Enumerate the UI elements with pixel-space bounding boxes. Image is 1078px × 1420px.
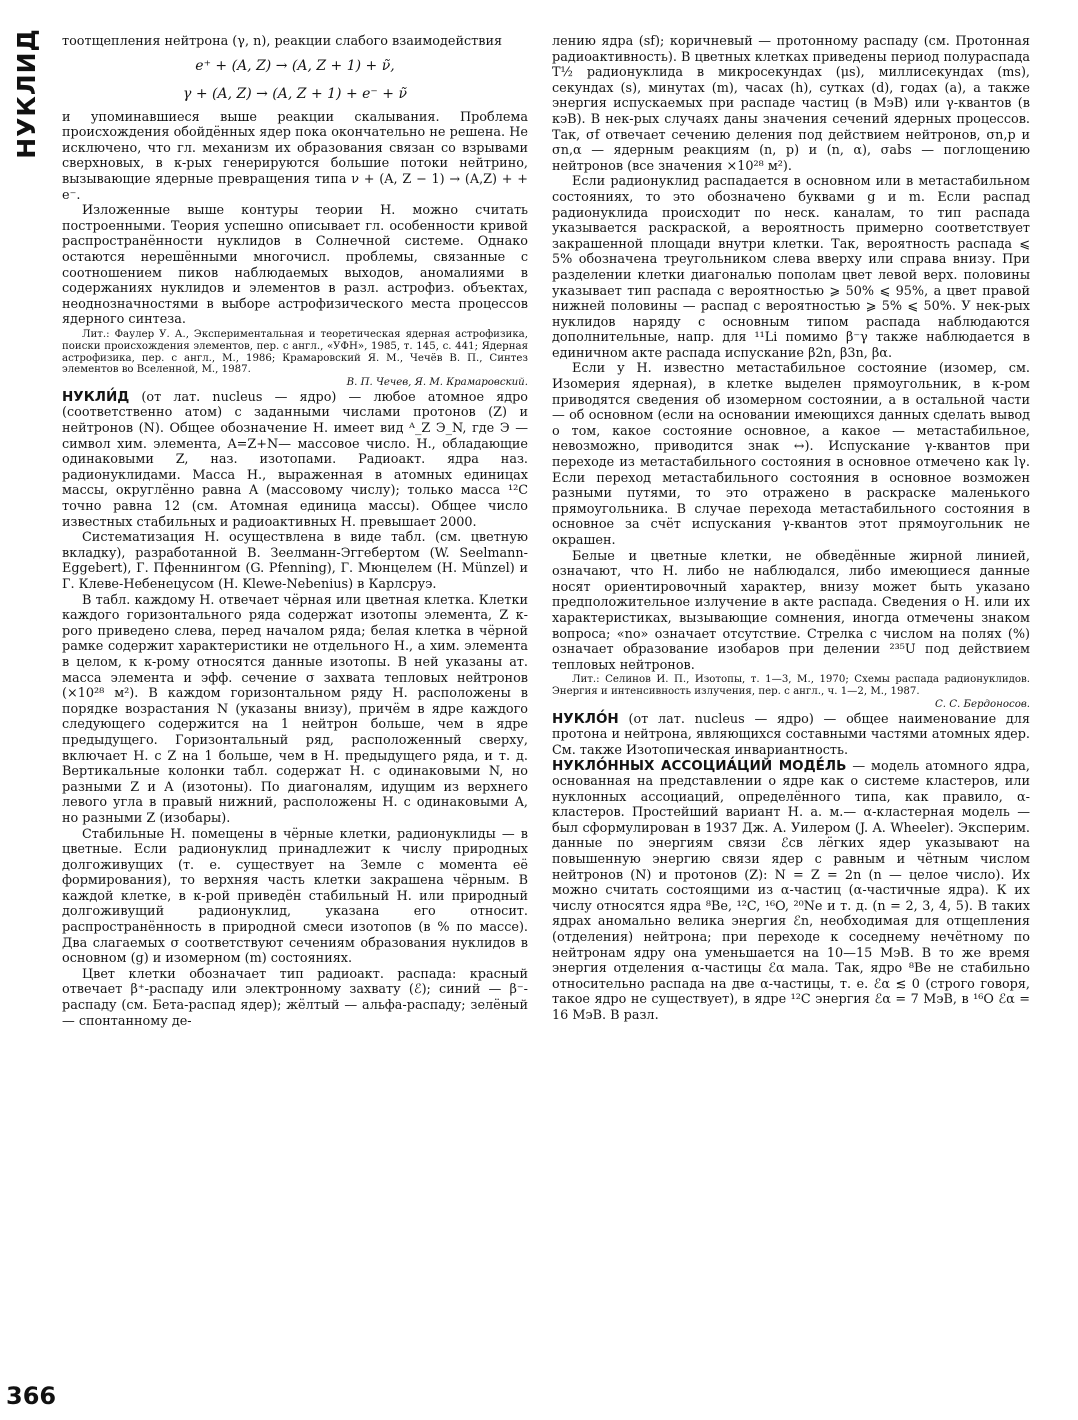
paragraph: тоотщепления нейтрона (γ, n), реакции слабого взаимодействия [62, 34, 503, 49]
entry-nucleon [552, 712, 1030, 759]
page-number: 366 [6, 1382, 57, 1410]
right-column [552, 34, 1030, 1406]
paragraph: лению ядра (sf); коричневый — протонному распаду (см. Протонная радиоактивность). В цветных клетках приведены период полураспада T½ радионуклида в микросекундах (μs), миллисекундах (ms), секундах (s), минутах (m), часах (h), сутках (d), годах (a), а также энергия испускаемых при распаде частиц (в МэВ) или γ-квантов (в кэВ). В нек-рых случаях даны значения сечений ядерных процессов. Так, σf отвечает сечению деления под действием нейтронов, σn,p и σn,α — ядерным реакциям (n, p) и (n, α), σabs — поглощению нейтронов (все значения ×10²⁸ м²). [552, 34, 1030, 174]
paragraph: В табл. каждому Н. отвечает чёрная или цветная клетка. Клетки каждого горизонтального ряда содержат изотопы элемента, Z к-рого приведено слева, перед началом ряда; белая клетка в чёрной рамке содержит характеристики не отдельного Н., а хим. элемента в целом, к к-рому относятся данные изотопы. В ней указаны ат. масса элемента и эфф. сечение σ захвата тепловых нейтронов (×10²⁸ м²). В каждом горизонтальном ряду Н. расположены в порядке возрастания N (указаны внизу), причём в ядре каждого следующего содержится на 1 нейтрон больше, чем в ядре предыдущего. Горизонтальный ряд, расположенный сверху, включает Н. с Z на 1 больше, чем в Н. предыдущего ряда, и т. д. Вертикальные колонки табл. содержат Н. с одинаковыми N, но разными Z и A (изотоны). По диагоналям, идущим из верхнего левого угла в правый нижний, расположены Н. с одинаковыми A, но разными Z (изобары). [62, 592, 528, 826]
paragraph: Белые и цветные клетки, не обведённые жирной линией, означают, что Н. либо не наблюдался, либо имеющиеся данные носят ориентировочный характер, внизу может быть указано предположительное излучение в акте распада. Сведения о Н. или их характеристиках, вызывающие сомнения, иногда отмечены знаком вопроса; «no» означает отсутствие. Стрелка с числом на полях (%) означает образование изобаров при делении ²³⁵U под действием тепловых нейтронов. [552, 548, 1030, 673]
entry-nuclide [62, 390, 528, 530]
entry-heading: НУКЛО́Н [552, 710, 619, 727]
literature-reference: Лит.: Фаулер У. А., Экспериментальная и теоретическая ядерная астрофизика, поиски происхождения элементов, пер. с англ., «УФН», 1985, т. 145, с. 441; Ядерная астрофизика, пер. с англ., М., 1986; Крамаровский Я. М., Чечёв В. П., Синтез элементов во Вселенной, М., 1987. [62, 328, 528, 376]
entry-text: (от лат. nucleus — ядро) — общее наименование для протона и нейтрона, являющихся составными частями атомных ядер. См. также Изотопическая инвариантность. [552, 711, 1030, 758]
paragraph: Если радионуклид распадается в основном или в метастабильном состояниях, то это обозначено буквами g и m. Если распад радионуклида происходит по неск. каналам, то тип распада указывается раскраской, а вероятность примерно соответствует закрашенной площади внутри клетки. Так, вероятность распада ⩽ 5% обозначена треугольником слева вверху или справа внизу. При разделении клетки диагональю пополам цвет левой верх. половины указывает тип распада с вероятностью ⩾ 50% ⩽ 95%, а цвет правой нижней половины — распад с вероятностью ⩾ 5% ⩽ 50%. У нек-рых нуклидов наряду с основным типом распада наблюдаются дополнительные, напр. для ¹¹Li помимо β⁻γ также наблюдается в единичном акте распада испускание β2n, β3n, βα. [552, 174, 1030, 361]
running-header [6, 27, 46, 159]
entry-text: — модель атомного ядра, основанная на представлении о ядре как о системе кластеров, или нуклонных ассоциаций, определённого типа, как правило, α-кластеров. Простейший вариант Н. а. м.— α-кластерная модель — был сформулирован в 1937 Дж. А. Уилером (J. A. Wheeler). Эксперим. данные по энергиям связи ℰсв лёгких ядер указывают на повышенную энергию связи ядер с равным и чётным числом нейтронов (N) и протонов (Z): N = Z = 2n (n — целое число). Их можно считать состоящими из α-частиц (α-частичные ядра). К их числу относятся ядра ⁸Be, ¹²C, ¹⁶O, ²⁰Ne и т. д. (n = 2, 3, 4, 5). В таких ядрах аномально велика энергия ℰn, необходимая для отщепления (отделения) нейтрона; при переходе к соседнему нечётному по нейтронам ядру она уменьшается на 10—15 МэВ. В то же время энергия отделения α-частицы ℰα мала. Так, ядро ⁸Be не стабильно относительно распада на две α-частицы, т. е. ℰα ≲ 0 (строго говоря, такое ядро не существует), в ядре ¹²C энергия ℰα = 7 МэВ, в ¹⁶O ℰα = 16 МэВ. В разл. [552, 758, 1030, 1024]
paragraph: Изложенные выше контуры теории Н. можно считать построенными. Теория успешно описывает гл. особенности кривой распространённости нуклидов в Солнечной системе. Однако остаются нерешёнными многочисл. проблемы, связанные с соотношением пиков наблюдаемых выходов, аномалиями в содержаниях нуклидов и элементов в разл. астрофиз. объектах, неоднозначностями в выборе астрофизического места процессов ядерного синтеза. [62, 203, 528, 328]
paragraph: Стабильные Н. помещены в чёрные клетки, радионуклиды — в цветные. Если радионуклид принадлежит к числу природных долгоживущих (т. е. существует на Земле с момента её формирования), то верхняя часть клетки закрашена чёрным. В каждой клетке, в к-рой приведён стабильный Н. или природный долгоживущий радионуклид, указана его относит. распространённость в природной смеси изотопов (в % по массе). Два слагаемых σ соответствуют сечениям образования нуклидов в основном (g) и изомерном (m) состояниях. [62, 826, 528, 967]
running-header-text: НУКЛИД [11, 27, 41, 159]
author-signature: В. П. Чечев, Я. М. Крамаровский. [346, 377, 528, 389]
paragraph: Цвет клетки обозначает тип радиоакт. распада: красный отвечает β⁺-распаду или электронному захвату (ℰ); синий — β⁻-распаду (см. Бета-распад ядер); жёлтый — альфа-распаду; зелёный — спонтанному де- [62, 966, 528, 1029]
paragraph: Если у Н. известно метастабильное состояние (изомер, см. Изомерия ядерная), в клетке выделен прямоугольник, в к-ром приводятся сведения об изомерном состоянии, а в остальной части — об основном (если на основании имеющихся данных сделать вывод о том, какое состояние основное, а какое — метастабильное, невозможно, приводится знак ↔). Испускание γ-квантов при переходе из метастабильного состояния в основное отмечено как lγ. Если переход метастабильного состояния в основное возможен разными путями, то это отражено в раскраске маленького прямоугольника. В случае перехода метастабильного состояния в основное за счёт испускания γ-квантов этот прямоугольник не окрашен. [552, 361, 1030, 548]
formula: γ + (A, Z) → (A, Z + 1) + e⁻ + ν̃ [183, 85, 407, 102]
entry-heading: НУКЛО́ННЫХ АССОЦИА́ЦИЙ МОДЕ́ЛЬ [552, 757, 847, 774]
formula: e⁺ + (A, Z) → (A, Z + 1) + ν̃, [195, 57, 395, 74]
entry-text: (от лат. nucleus — ядро) — любое атомное ядро (соответственно атом) с заданными числами протонов (Z) и нейтронов (N). Общее обозначение Н. имеет вид ᴬ_Z Э_N, где Э — символ хим. элемента, A=Z+N— массовое число. Н., обладающие одинаковыми Z, наз. изотопами. Радиоакт. ядра наз. радионуклидами. Масса Н., выраженная в атомных единицах массы, округлённо равна A (массовому числу); только масса ¹²C точно равна 12 (см. Атомная единица массы). Общее число известных стабильных и радиоактивных Н. превышает 2000. [62, 389, 528, 530]
paragraph: Систематизация Н. осуществлена в виде табл. (см. цветную вкладку), разработанной В. Зеелманн-Эггебертом (W. Seelmann-Eggebert), Г. Пфеннингом (G. Pfenning), Г. Мюнцелем (H. Münzel) и Г. Клеве-Небенецусом (H. Klewe-Nebenius) в Карлсруэ. [62, 530, 528, 593]
paragraph: и упоминавшиеся выше реакции скалывания. Проблема происхождения обойдённых ядер пока окончательно не решена. Не исключено, что гл. механизм их образования связан со взрывами сверхновых, в к-рых генерируются большие потоки нейтрино, вызывающие ядерные превращения типа ν + (A, Z − 1) → (A,Z) + + e⁻. [62, 109, 528, 203]
author-signature: С. С. Бердоносов. [934, 698, 1030, 710]
entry-nucleon-associations [552, 759, 1030, 1024]
entry-heading: НУКЛИ́Д [62, 388, 130, 405]
left-column [62, 34, 528, 1406]
literature-reference: Лит.: Селинов И. П., Изотопы, т. 1—3, М., 1970; Схемы распада радионуклидов. Энергия и интенсивность излучения, пер. с англ., ч. 1—2, М., 1987. [552, 674, 1030, 698]
